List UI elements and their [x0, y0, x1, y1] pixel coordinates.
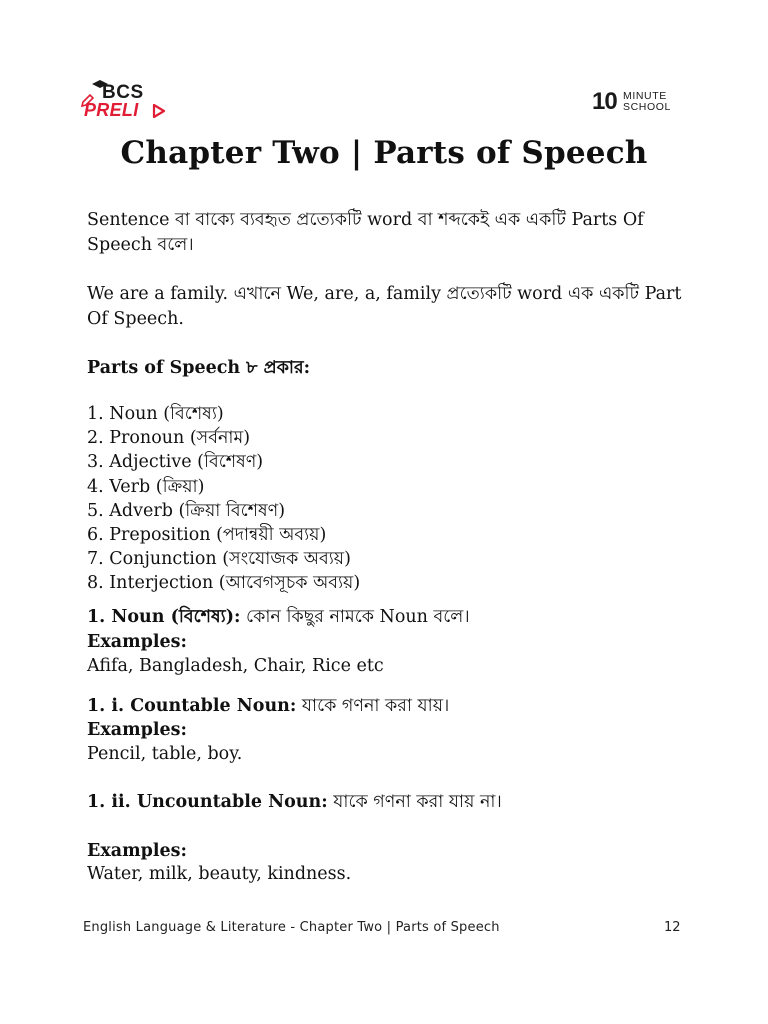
noun-definition-text: কোন কিছুর নামকে Noun বলে। — [240, 607, 470, 627]
list-item: 3. Adjective (বিশেষণ) — [87, 452, 264, 473]
uncountable-noun-examples: Water, milk, beauty, kindness. — [87, 864, 352, 884]
logo-ten-text: 10 — [592, 88, 617, 115]
types-heading: Parts of Speech ৮ প্রকার: — [87, 358, 311, 378]
uncountable-noun-heading: 1. ii. Uncountable Noun: — [87, 792, 328, 812]
page-footer: English Language & Literature - Chapter Two | Parts of Speech — [83, 920, 500, 935]
noun-examples: Afifa, Bangladesh, Chair, Rice etc — [87, 656, 384, 676]
countable-noun-examples-label: Examples: — [87, 720, 187, 740]
noun-definition — [87, 605, 707, 629]
list-item: 4. Verb (ক্রিয়া) — [87, 476, 205, 497]
countable-noun-examples: Pencil, table, boy. — [87, 744, 243, 764]
parts-of-speech-list — [87, 402, 360, 596]
play-icon — [152, 104, 166, 118]
bcs-prelim-logo — [80, 80, 172, 126]
uncountable-noun-definition — [87, 790, 707, 814]
noun-heading: 1. Noun (বিশেষ্য): — [87, 607, 241, 627]
intro-paragraph-1: Sentence বা বাক্যে ব্যবহৃত প্রত্যেকটি word বা শব্দকেই এক একটি Parts Of Speech বলে। — [87, 210, 644, 255]
logo-bcs-text: BCS — [102, 82, 144, 103]
countable-noun-definition-text: যাকে গণনা করা যায়। — [296, 696, 450, 716]
logo-minute-text: MINUTE — [623, 90, 667, 102]
logo-prelim-text: PRELI — [84, 100, 139, 120]
countable-noun-heading: 1. i. Countable Noun: — [87, 696, 297, 716]
intro-paragraph-2: We are a family. এখানে We, are, a, family প্রত্যেকটি word এক একটি Part Of Speech. — [87, 284, 682, 329]
list-item: 1. Noun (বিশেষ্য) — [87, 404, 224, 424]
ten-minute-school-logo — [592, 90, 684, 118]
noun-examples-label: Examples: — [87, 632, 187, 652]
uncountable-noun-definition-text: যাকে গণনা করা যায় না। — [327, 792, 502, 812]
uncountable-noun-examples-label: Examples: — [87, 841, 187, 861]
page-title: Chapter Two | Parts of Speech — [120, 135, 648, 171]
list-item: 5. Adverb (ক্রিয়া বিশেষণ) — [87, 500, 286, 521]
page-number: 12 — [664, 920, 681, 935]
countable-noun-definition — [87, 694, 707, 718]
list-item: 6. Preposition (পদান্বয়ী অব্যয়) — [87, 524, 327, 545]
logo-school-text: SCHOOL — [623, 101, 671, 113]
list-item: 2. Pronoun (সর্বনাম) — [87, 428, 251, 449]
list-item: 8. Interjection (আবেগসূচক অব্যয়) — [87, 573, 361, 594]
list-item: 7. Conjunction (সংযোজক অব্যয়) — [87, 549, 351, 570]
